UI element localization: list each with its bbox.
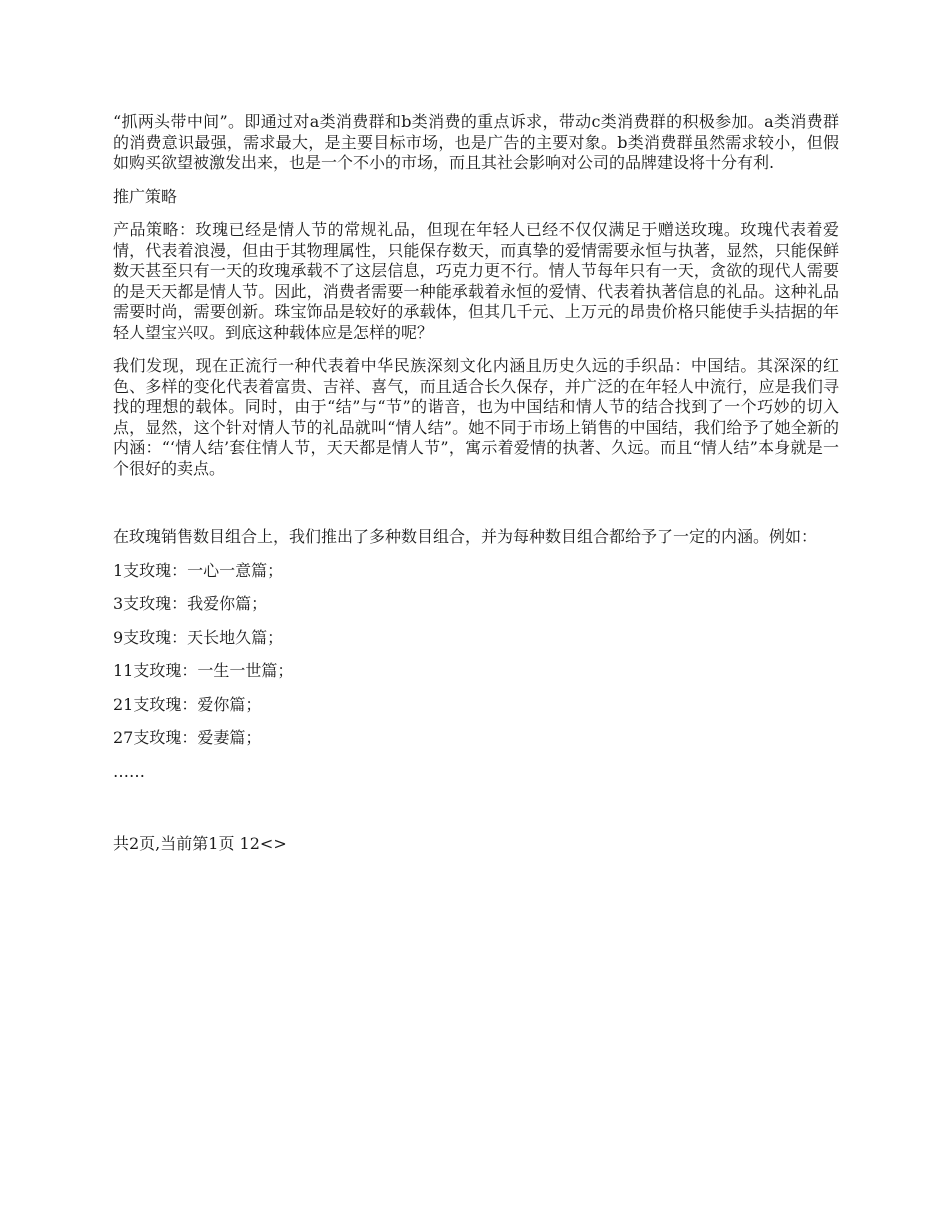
- next-page-link[interactable]: >: [273, 834, 287, 853]
- list-item: 3支玫瑰：我爱你篇；: [113, 594, 268, 613]
- blank-gap: [113, 795, 839, 834]
- list-item: 1支玫瑰：一心一意篇；: [113, 560, 284, 580]
- paragraph-rose-combinations: 在玫瑰销售数目组合上，我们推出了多种数目组合，并为每种数目组合都给予了一定的内涵。例如：: [113, 527, 818, 546]
- document-body: [113, 112, 839, 855]
- list-ellipsis: ……: [113, 761, 145, 781]
- list-item: 9支玫瑰：天长地久篇；: [113, 627, 284, 647]
- section-heading-promotion: 推广策略: [113, 186, 178, 206]
- prev-page-link[interactable]: <: [259, 834, 274, 853]
- page-link-2[interactable]: 2: [249, 834, 260, 853]
- paragraph-chinese-knot: 我们发现，现在正流行一种代表着中华民族深刻文化内涵且历史久远的手织品：中国结。其深深的红色、多样的变化代表着富贵、吉祥、喜气，而且适合长久保存，并广泛的在年轻人中流行，应是我们寻找的理想的载体。同时，由于“结”与“节”的谐音，也为中国结和情人节的结合找到了一个巧妙的切入点，显然，这个针对情人节的礼品就叫“情人结”。她不同于市场上销售的中国结，我们给予了她全新的内涵：“‘情人结’套住情人节，天天都是情人节”，寓示着爱情的执著、久远。而且“情人结”本身就是一个很好的卖点。: [113, 356, 839, 478]
- pagination: [113, 834, 839, 855]
- pagination-summary: 共2页,当前第1页: [113, 834, 235, 853]
- blank-gap: [113, 492, 839, 527]
- list-item: 21支玫瑰：爱你篇；: [113, 694, 262, 714]
- list-item: 11支玫瑰：一生一世篇；: [113, 661, 294, 680]
- list-item: 27支玫瑰：爱妻篇；: [113, 728, 262, 747]
- paragraph-product-strategy: 产品策略：玫瑰已经是情人节的常规礼品，但现在年轻人已经不仅仅满足于赠送玫瑰。玫瑰代表着爱情，代表着浪漫，但由于其物理属性，只能保存数天，而真挚的爱情需要永恒与执著，显然，只能保鲜数天甚至只有一天的玫瑰承载不了这层信息，巧克力更不行。情人节每年只有一天，贪欲的现代人需要的是天天都是情人节。因此，消费者需要一种能承载着永恒的爱情、代表着执著信息的礼品。这种礼品需要时尚，需要创新。珠宝饰品是较好的承载体，但其几千元、上万元的昂贵价格只能使手头拮据的年轻人望宝兴叹。到底这种载体应是怎样的呢？: [113, 220, 839, 342]
- page-link-1[interactable]: 1: [239, 834, 250, 853]
- paragraph-consumer-groups: “抓两头带中间”。即通过对a类消费群和b类消费的重点诉求，带动c类消费群的积极参加。a类消费群的消费意识最强，需求最大，是主要目标市场，也是广告的主要对象。b类消费群虽然需求较小，但假如购买欲望被激发出来，也是一个不小的市场，而且其社会影响对公司的品牌建设将十分有利.: [113, 112, 839, 172]
